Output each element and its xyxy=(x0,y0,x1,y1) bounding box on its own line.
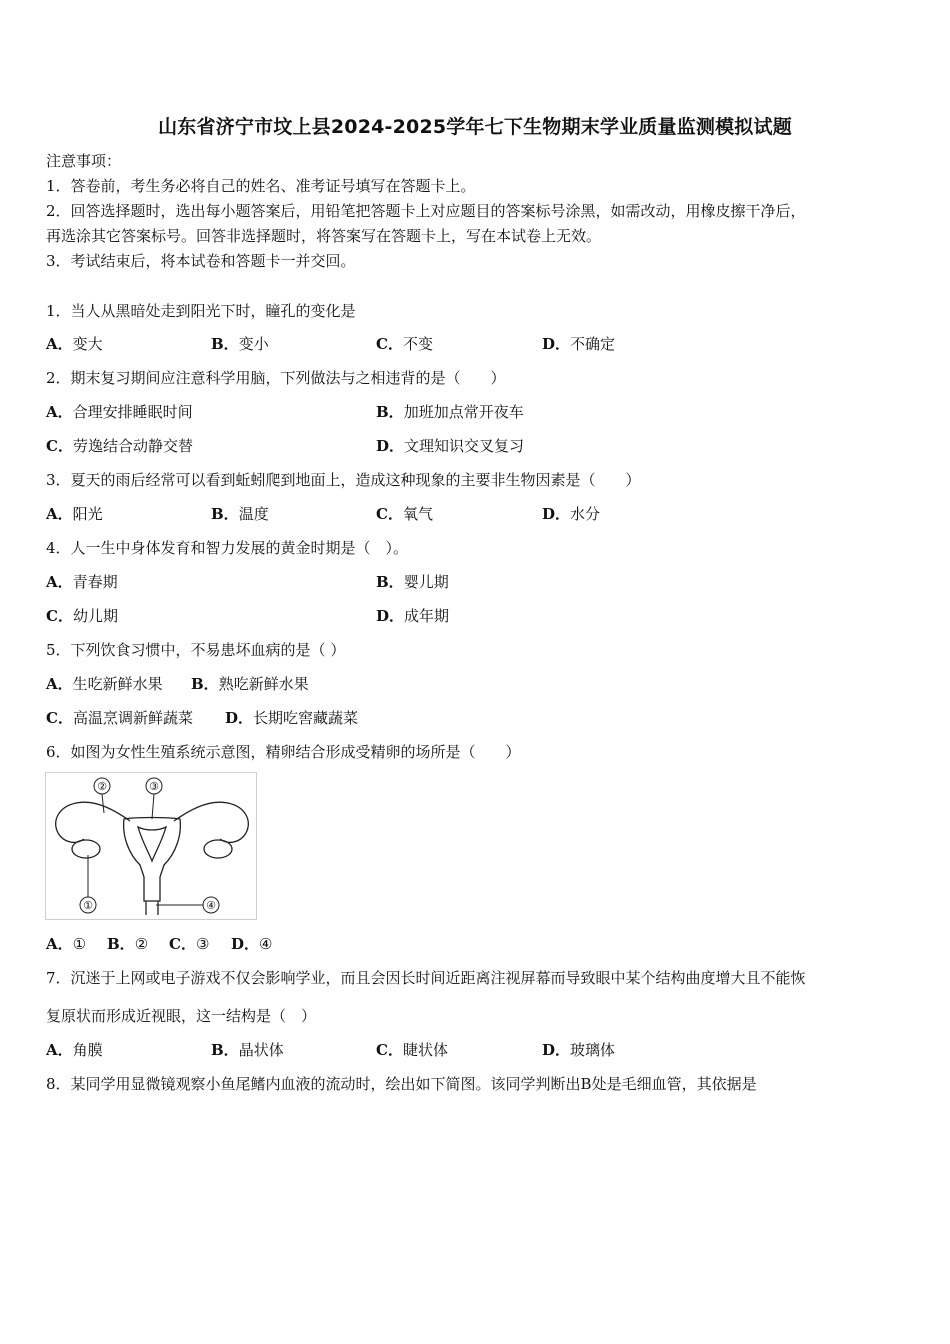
q4-option-c[interactable] xyxy=(46,606,118,626)
option-label: C． xyxy=(376,505,403,523)
right-ovary xyxy=(204,840,232,858)
q5-option-a[interactable] xyxy=(46,674,163,694)
option-text: ① xyxy=(72,935,87,953)
notice-item: 再选涂其它答案标号。回答非选择题时，将答案写在答题卡上，写在本试卷上无效。 xyxy=(46,227,602,245)
option-text: 角膜 xyxy=(72,1041,103,1059)
q6-option-a[interactable] xyxy=(46,934,86,954)
option-text: 合理安排睡眠时间 xyxy=(72,403,193,421)
option-text: 水分 xyxy=(570,505,601,523)
question-1-stem: 1．当人从黑暗处走到阳光下时，瞳孔的变化是 xyxy=(46,302,356,320)
option-text: 晶状体 xyxy=(238,1041,284,1059)
option-text: 成年期 xyxy=(404,607,450,625)
option-text: 婴儿期 xyxy=(403,573,449,591)
q7-option-c[interactable] xyxy=(376,1040,448,1060)
q3-option-b[interactable] xyxy=(211,504,269,524)
option-text: 温度 xyxy=(238,505,269,523)
option-label: B． xyxy=(376,573,404,591)
leader-line-2 xyxy=(102,794,104,813)
option-text: 变小 xyxy=(238,335,269,353)
q7-option-d[interactable] xyxy=(542,1040,615,1060)
option-label: A． xyxy=(46,1041,73,1059)
option-text: 高温烹调新鲜蔬菜 xyxy=(72,709,193,727)
option-text: 生吃新鲜水果 xyxy=(72,675,163,693)
q1-option-c[interactable] xyxy=(376,334,433,354)
option-text: ④ xyxy=(259,935,273,953)
q5-option-b[interactable] xyxy=(191,674,309,694)
option-text: 不确定 xyxy=(570,335,616,353)
notice-item: 2．回答选择题时，选出每小题答案后，用铅笔把答题卡上对应题目的答案标号涂黑，如需改动，用橡皮擦干净后， xyxy=(46,202,806,220)
figure-label-1: ① xyxy=(83,899,93,912)
figure-label-4: ④ xyxy=(206,899,216,912)
question-2-stem: 2．期末复习期间应注意科学用脑，下列做法与之相违背的是（ ） xyxy=(46,369,506,387)
question-7-stem-line-1: 7．沉迷于上网或电子游戏不仅会影响学业，而且会因长时间近距离注视屏幕而导致眼中某个结构曲度增大且不能恢 xyxy=(46,969,806,987)
question-5-stem: 5．下列饮食习惯中，不易患坏血病的是（ ） xyxy=(46,641,346,659)
option-text: 长期吃窖藏蔬菜 xyxy=(253,709,359,727)
q3-option-a[interactable] xyxy=(46,504,103,524)
option-text: 不变 xyxy=(402,335,433,353)
question-6-stem: 6．如图为女性生殖系统示意图，精卵结合形成受精卵的场所是（ ） xyxy=(46,743,521,761)
option-label: B． xyxy=(211,335,239,353)
option-label: D． xyxy=(376,607,405,625)
notice-heading: 注意事项： xyxy=(46,152,122,170)
option-text: 阳光 xyxy=(72,505,103,523)
figure-label-3: ③ xyxy=(149,780,159,793)
option-text: 幼儿期 xyxy=(72,607,118,625)
option-label: C． xyxy=(46,709,73,727)
option-label: B． xyxy=(191,675,219,693)
option-label: B． xyxy=(376,403,404,421)
q3-option-d[interactable] xyxy=(542,504,600,524)
option-label: B． xyxy=(107,935,135,953)
question-8-stem: 8．某同学用显微镜观察小鱼尾鳍内血液的流动时，绘出如下简图。该同学判断出B处是毛细血管，其依据是 xyxy=(46,1075,757,1093)
q7-option-b[interactable] xyxy=(211,1040,284,1060)
q2-option-d[interactable] xyxy=(376,436,524,456)
q1-option-b[interactable] xyxy=(211,334,269,354)
q2-option-a[interactable] xyxy=(46,402,193,422)
option-label: D． xyxy=(231,935,260,953)
uterus-diagram xyxy=(46,773,256,919)
option-label: B． xyxy=(211,1041,239,1059)
figure-label-2: ② xyxy=(97,780,107,793)
q6-option-c[interactable] xyxy=(169,934,209,954)
notice-item: 1．答卷前，考生务必将自己的姓名、准考证号填写在答题卡上。 xyxy=(46,177,476,195)
q6-option-d[interactable] xyxy=(231,934,272,954)
option-text: 加班加点常开夜车 xyxy=(403,403,524,421)
option-label: C． xyxy=(169,935,196,953)
option-text: 劳逸结合动静交替 xyxy=(72,437,193,455)
left-fallopian-tube xyxy=(56,802,130,842)
option-text: ③ xyxy=(195,935,210,953)
q2-option-c[interactable] xyxy=(46,436,193,456)
option-label: A． xyxy=(46,675,73,693)
option-text: 变大 xyxy=(72,335,103,353)
option-text: 玻璃体 xyxy=(570,1041,616,1059)
option-text: 文理知识交叉复习 xyxy=(404,437,525,455)
option-label: B． xyxy=(211,505,239,523)
q4-option-b[interactable] xyxy=(376,572,449,592)
question-4-stem: 4．人一生中身体发育和智力发展的黄金时期是（ ）。 xyxy=(46,539,409,557)
option-label: A． xyxy=(46,935,73,953)
leader-line-3 xyxy=(152,794,154,819)
left-ovary xyxy=(72,840,100,858)
option-label: C． xyxy=(376,1041,403,1059)
option-text: 青春期 xyxy=(72,573,118,591)
option-label: D． xyxy=(542,505,571,523)
option-label: C． xyxy=(46,437,73,455)
option-label: C． xyxy=(376,335,403,353)
q6-option-b[interactable] xyxy=(107,934,148,954)
question-7-stem-line-2: 复原状而形成近视眼，这一结构是（ ） xyxy=(46,1007,317,1025)
notice-item: 3．考试结束后，将本试卷和答题卡一并交回。 xyxy=(46,252,356,270)
option-label: C． xyxy=(46,607,73,625)
q4-option-a[interactable] xyxy=(46,572,118,592)
female-reproductive-system-figure xyxy=(45,772,257,920)
option-label: D． xyxy=(542,1041,571,1059)
option-text: 熟吃新鲜水果 xyxy=(218,675,309,693)
option-label: A． xyxy=(46,403,73,421)
right-fallopian-tube xyxy=(174,802,248,842)
option-label: A． xyxy=(46,573,73,591)
option-text: 氧气 xyxy=(402,505,433,523)
q1-option-a[interactable] xyxy=(46,334,103,354)
uterine-cavity xyxy=(138,827,166,861)
page-title: 山东省济宁市坟上县2024-2025学年七下生物期末学业质量监测模拟试题 xyxy=(158,116,792,138)
q1-option-d[interactable] xyxy=(542,334,615,354)
q7-option-a[interactable] xyxy=(46,1040,103,1060)
option-text: ② xyxy=(134,935,149,953)
option-label: D． xyxy=(542,335,571,353)
option-label: A． xyxy=(46,505,73,523)
vagina xyxy=(146,901,158,915)
option-label: D． xyxy=(225,709,254,727)
option-label: A． xyxy=(46,335,73,353)
q2-option-b[interactable] xyxy=(376,402,524,422)
option-text: 睫状体 xyxy=(402,1041,448,1059)
question-3-stem: 3．夏天的雨后经常可以看到蚯蚓爬到地面上，造成这种现象的主要非生物因素是（ ） xyxy=(46,471,641,489)
q4-option-d[interactable] xyxy=(376,606,449,626)
q5-option-c[interactable] xyxy=(46,708,193,728)
q5-option-d[interactable] xyxy=(225,708,358,728)
option-label: D． xyxy=(376,437,405,455)
q3-option-c[interactable] xyxy=(376,504,433,524)
